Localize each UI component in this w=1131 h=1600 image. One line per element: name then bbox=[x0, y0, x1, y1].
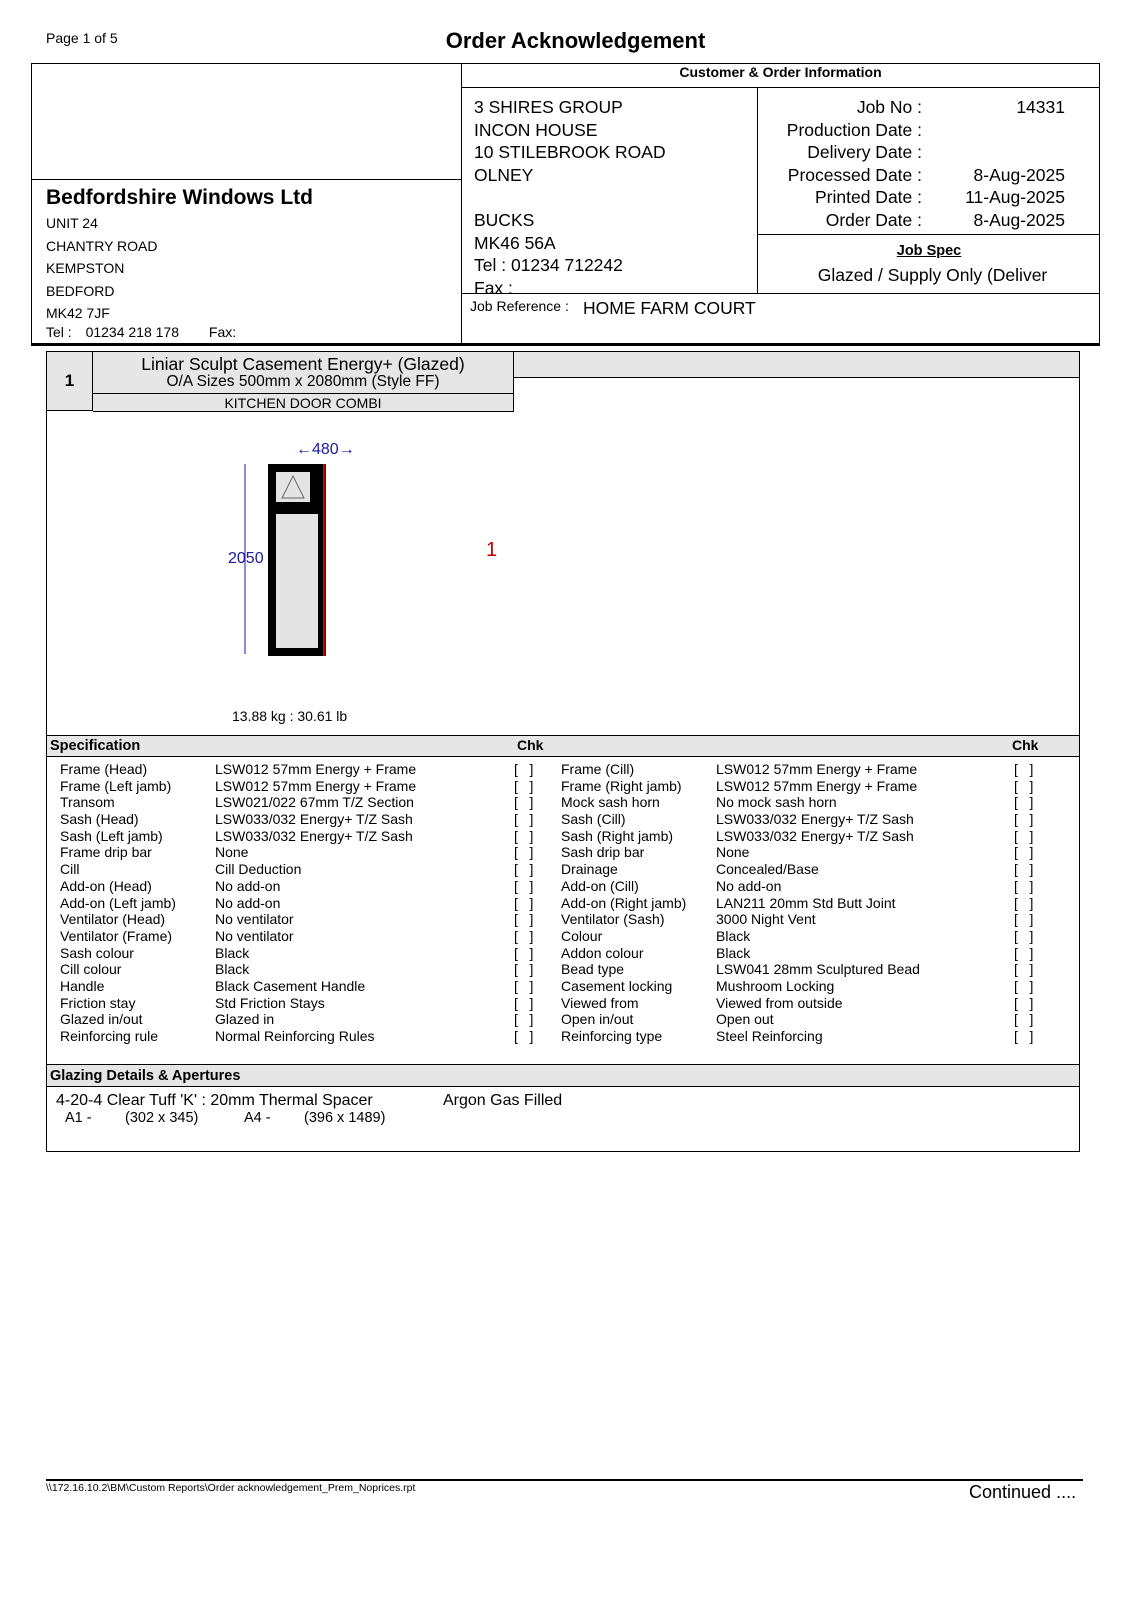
spec-left-values bbox=[215, 761, 416, 1045]
tel-value: 01234 218 178 bbox=[85, 324, 180, 340]
check-box[interactable]: [ ] bbox=[1014, 977, 1034, 994]
check-box[interactable]: [ ] bbox=[1014, 844, 1034, 861]
delivery-date-value bbox=[940, 141, 1065, 164]
spec-value: No ventilator bbox=[215, 927, 294, 944]
spec-left-labels bbox=[60, 761, 176, 1045]
spec-label: Sash (Right jamb) bbox=[561, 827, 674, 844]
spec-label: Add-on (Cill) bbox=[561, 877, 639, 894]
glazing-gas: Argon Gas Filled bbox=[443, 1092, 563, 1109]
spec-label: Ventilator (Sash) bbox=[561, 911, 665, 928]
printed-date-label: Printed Date : bbox=[815, 187, 922, 208]
check-box[interactable]: [ ] bbox=[1014, 911, 1034, 928]
customer-address bbox=[474, 96, 666, 299]
spec-value: LSW033/032 Energy+ T/Z Sash bbox=[716, 827, 914, 844]
spec-label: Casement locking bbox=[561, 977, 673, 994]
job-reference-value: HOME FARM COURT bbox=[583, 298, 756, 318]
jobspec-divider bbox=[757, 234, 1099, 235]
spec-label: Reinforcing rule bbox=[60, 1028, 159, 1044]
spec-label: Sash (Head) bbox=[60, 811, 139, 828]
job-no-label: Job No : bbox=[856, 97, 922, 117]
footer-divider bbox=[46, 1479, 1083, 1481]
spec-label: Cill colour bbox=[60, 961, 122, 978]
glazing-title: Glazing Details & Apertures bbox=[50, 1068, 241, 1084]
company-address-line: MK42 7JF bbox=[46, 305, 110, 322]
check-box[interactable]: [ ] bbox=[1014, 777, 1034, 794]
customer-address-line: MK46 56A bbox=[474, 232, 556, 253]
job-reference-label: Job Reference : bbox=[470, 298, 569, 314]
spec-value: Concealed/Base bbox=[716, 861, 819, 878]
check-box[interactable]: [ ] bbox=[1014, 1028, 1034, 1044]
spec-value: Black bbox=[215, 961, 250, 978]
spec-value: No add-on bbox=[716, 877, 782, 894]
spec-value: No add-on bbox=[215, 877, 281, 894]
check-box[interactable]: [ ] bbox=[1014, 811, 1034, 828]
check-column-header: Chk bbox=[517, 737, 544, 753]
spec-label: Add-on (Head) bbox=[60, 877, 152, 894]
check-box[interactable]: [ ] bbox=[1014, 994, 1034, 1011]
aperture-id: A4 - bbox=[244, 1110, 271, 1126]
check-box[interactable]: [ ] bbox=[514, 961, 534, 978]
order-info-values bbox=[940, 96, 1065, 232]
company-address-line: BEDFORD bbox=[46, 282, 115, 299]
spec-label: Reinforcing type bbox=[561, 1028, 663, 1044]
spec-value: Black bbox=[716, 927, 751, 944]
order-date-label: Order Date : bbox=[825, 209, 922, 230]
aperture-size: (302 x 345) bbox=[125, 1110, 199, 1126]
processed-date-value: 8-Aug-2025 bbox=[973, 164, 1065, 185]
spec-right-labels bbox=[561, 761, 686, 1045]
spec-value: Normal Reinforcing Rules bbox=[215, 1028, 375, 1044]
window-drawing bbox=[220, 436, 520, 666]
check-box[interactable]: [ ] bbox=[514, 761, 534, 777]
company-address-line: KEMPSTON bbox=[46, 260, 125, 277]
check-box[interactable]: [ ] bbox=[1014, 944, 1034, 961]
check-box[interactable]: [ ] bbox=[514, 911, 534, 928]
spec-label: Frame (Cill) bbox=[561, 761, 635, 777]
customer-address-line: Fax : bbox=[474, 277, 513, 298]
spec-label: Transom bbox=[60, 794, 115, 811]
spec-value: Black bbox=[716, 944, 751, 961]
item-description: Liniar Sculpt Casement Energy+ (Glazed) bbox=[141, 354, 465, 374]
spec-label: Frame (Head) bbox=[60, 761, 148, 777]
item-sizes: O/A Sizes 500mm x 2080mm (Style FF) bbox=[166, 373, 440, 390]
spec-label: Frame (Right jamb) bbox=[561, 777, 682, 794]
item-reference: KITCHEN DOOR COMBI bbox=[93, 394, 514, 412]
customer-address-line: Tel : 01234 712242 bbox=[474, 255, 623, 276]
company-address-line: CHANTRY ROAD bbox=[46, 237, 158, 254]
spec-value: Black bbox=[215, 944, 250, 961]
check-box[interactable]: [ ] bbox=[514, 894, 534, 911]
glazing-description: 4-20-4 Clear Tuff 'K' : 20mm Thermal Spacer bbox=[56, 1092, 373, 1109]
check-box[interactable]: [ ] bbox=[514, 927, 534, 944]
customer-address-line: INCON HOUSE bbox=[474, 119, 598, 140]
spec-right-checks bbox=[1014, 761, 1033, 1045]
spec-label: Ventilator (Head) bbox=[60, 911, 166, 928]
spec-value: Std Friction Stays bbox=[215, 994, 325, 1011]
check-box[interactable]: [ ] bbox=[514, 777, 534, 794]
continued-label: Continued .... bbox=[969, 1482, 1077, 1502]
spec-value: Mushroom Locking bbox=[716, 977, 835, 994]
spec-label: Open in/out bbox=[561, 1011, 634, 1028]
spec-value: LAN211 20mm Std Butt Joint bbox=[716, 894, 896, 911]
check-box[interactable]: [ ] bbox=[1014, 1011, 1034, 1028]
check-box[interactable]: [ ] bbox=[514, 861, 534, 878]
printed-date-value: 11-Aug-2025 bbox=[965, 187, 1065, 208]
check-box[interactable]: [ ] bbox=[514, 1011, 534, 1028]
item-description-box bbox=[93, 352, 514, 394]
check-box[interactable]: [ ] bbox=[514, 827, 534, 844]
order-info-labels bbox=[772, 96, 922, 232]
item-number: 1 bbox=[47, 352, 93, 411]
customer-address-line: 3 SHIRES GROUP bbox=[474, 97, 623, 117]
spec-label: Addon colour bbox=[561, 944, 644, 961]
processed-date-label: Processed Date : bbox=[787, 164, 922, 185]
spec-label: Sash drip bar bbox=[561, 844, 645, 861]
spec-value: Black Casement Handle bbox=[215, 977, 366, 994]
info-divider-vertical bbox=[757, 88, 758, 294]
spec-value: None bbox=[716, 844, 750, 861]
spec-label: Mock sash horn bbox=[561, 794, 660, 811]
check-box[interactable]: [ ] bbox=[1014, 927, 1034, 944]
spec-value: Open out bbox=[716, 1011, 774, 1028]
spec-value: LSW033/032 Energy+ T/Z Sash bbox=[215, 811, 413, 828]
check-box[interactable]: [ ] bbox=[514, 844, 534, 861]
aperture-size: (396 x 1489) bbox=[304, 1110, 386, 1126]
company-contact bbox=[46, 324, 236, 340]
job-spec-title: Job Spec bbox=[896, 243, 962, 259]
report-path: \\172.16.10.2\BM\Custom Reports\Order acknowledgement_Prem_Noprices.rpt bbox=[46, 1482, 416, 1494]
page-number: Page 1 of 5 bbox=[46, 30, 118, 46]
spec-label: Frame drip bar bbox=[60, 844, 152, 861]
spec-value: No ventilator bbox=[215, 911, 294, 928]
spec-label: Frame (Left jamb) bbox=[60, 777, 172, 794]
check-box[interactable]: [ ] bbox=[514, 877, 534, 894]
spec-value: LSW012 57mm Energy + Frame bbox=[716, 761, 918, 777]
spec-value: LSW041 28mm Sculptured Bead bbox=[716, 961, 920, 978]
spec-value: None bbox=[215, 844, 249, 861]
company-name: Bedfordshire Windows Ltd bbox=[46, 186, 313, 209]
aperture-id: A1 - bbox=[65, 1110, 92, 1126]
header-divider-vertical bbox=[461, 63, 462, 343]
specification-header-bar bbox=[47, 735, 1079, 757]
spec-left-checks bbox=[514, 761, 533, 1045]
check-box[interactable]: [ ] bbox=[1014, 761, 1034, 777]
production-date-label: Production Date : bbox=[786, 119, 922, 140]
check-box[interactable]: [ ] bbox=[514, 994, 534, 1011]
check-box[interactable]: [ ] bbox=[1014, 794, 1034, 811]
spec-label: Friction stay bbox=[60, 994, 136, 1011]
company-address-line: UNIT 24 bbox=[46, 215, 98, 231]
spec-value: LSW021/022 67mm T/Z Section bbox=[215, 794, 414, 811]
spec-value: No add-on bbox=[215, 894, 281, 911]
spec-value: LSW033/032 Energy+ T/Z Sash bbox=[215, 827, 413, 844]
check-box[interactable]: [ ] bbox=[514, 1028, 534, 1044]
delivery-date-label: Delivery Date : bbox=[807, 142, 922, 163]
check-box[interactable]: [ ] bbox=[514, 811, 534, 828]
tel-label: Tel : bbox=[46, 324, 72, 340]
spec-label: Handle bbox=[60, 977, 105, 994]
fax-label: Fax: bbox=[208, 324, 237, 340]
job-no-value: 14331 bbox=[1016, 97, 1065, 117]
pane-label: 1 bbox=[486, 539, 498, 561]
spec-label: Bead type bbox=[561, 961, 625, 978]
spec-label: Sash (Left jamb) bbox=[60, 827, 163, 844]
production-date-value bbox=[940, 119, 1065, 142]
spec-value: LSW012 57mm Energy + Frame bbox=[215, 761, 417, 777]
customer-order-header: Customer & Order Information bbox=[462, 62, 1099, 88]
job-spec-value: Glazed / Supply Only (Deliver bbox=[817, 265, 1048, 285]
height-dimension: 2050 bbox=[228, 550, 264, 567]
spec-value: 3000 Night Vent bbox=[716, 911, 816, 928]
spec-label: Add-on (Right jamb) bbox=[561, 894, 687, 911]
check-box[interactable]: [ ] bbox=[1014, 827, 1034, 844]
spec-value: No mock sash horn bbox=[716, 794, 837, 811]
spec-label: Drainage bbox=[561, 861, 618, 878]
check-column-header: Chk bbox=[1012, 737, 1039, 753]
spec-label: Cill bbox=[60, 861, 80, 878]
page-title: Order Acknowledgement bbox=[445, 28, 706, 53]
check-box[interactable]: [ ] bbox=[1014, 877, 1034, 894]
specification-title: Specification bbox=[50, 738, 141, 754]
width-dimension: ←480→ bbox=[296, 441, 355, 458]
item-weight: 13.88 kg : 30.61 lb bbox=[232, 708, 348, 724]
spec-value: LSW012 57mm Energy + Frame bbox=[716, 777, 918, 794]
check-box[interactable]: [ ] bbox=[514, 794, 534, 811]
spec-label: Glazed in/out bbox=[60, 1011, 143, 1028]
spec-label: Colour bbox=[561, 927, 603, 944]
spec-label: Sash colour bbox=[60, 944, 134, 961]
spec-label: Ventilator (Frame) bbox=[60, 927, 173, 944]
company-address bbox=[46, 212, 158, 325]
item-header-bar bbox=[514, 352, 1079, 378]
check-box[interactable]: [ ] bbox=[1014, 861, 1034, 878]
spec-label: Add-on (Left jamb) bbox=[60, 894, 176, 911]
check-box[interactable]: [ ] bbox=[1014, 961, 1034, 978]
bottom-pane bbox=[276, 514, 318, 648]
customer-address-line: 10 STILEBROOK ROAD bbox=[474, 142, 666, 163]
spec-value: Cill Deduction bbox=[215, 861, 302, 878]
customer-address-line bbox=[474, 186, 666, 209]
check-box[interactable]: [ ] bbox=[514, 977, 534, 994]
company-divider bbox=[31, 179, 461, 180]
order-date-value: 8-Aug-2025 bbox=[973, 209, 1065, 230]
spec-value: Viewed from outside bbox=[716, 994, 843, 1011]
spec-value: Steel Reinforcing bbox=[716, 1028, 823, 1044]
spec-label: Sash (Cill) bbox=[561, 811, 626, 828]
spec-right-values bbox=[716, 761, 920, 1045]
check-box[interactable]: [ ] bbox=[1014, 894, 1034, 911]
spec-value: LSW033/032 Energy+ T/Z Sash bbox=[716, 811, 914, 828]
customer-address-line: BUCKS bbox=[474, 209, 535, 230]
check-box[interactable]: [ ] bbox=[514, 944, 534, 961]
spec-label: Viewed from bbox=[561, 994, 639, 1011]
customer-address-line: OLNEY bbox=[474, 164, 534, 185]
spec-value: LSW012 57mm Energy + Frame bbox=[215, 777, 417, 794]
spec-value: Glazed in bbox=[215, 1011, 275, 1028]
